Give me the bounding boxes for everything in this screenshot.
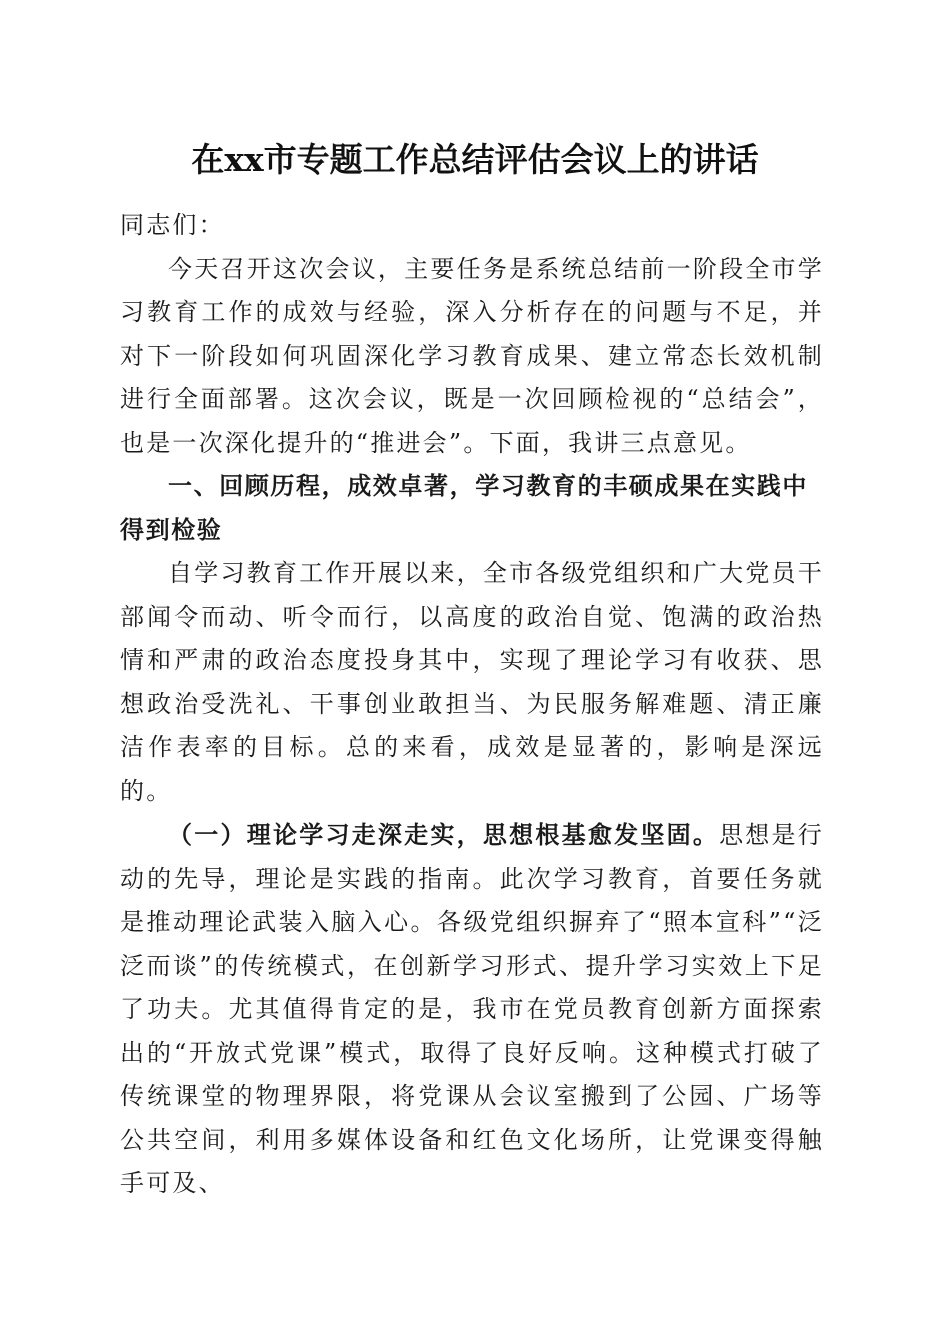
- salutation: 同志们：: [120, 211, 225, 239]
- subsection-one-paragraph: [120, 813, 824, 1206]
- section-one-paragraph: 自学习教育工作开展以来，全市各级党组织和广大党员干部闻令而动、听令而行，以高度的政治自觉、饱满的政治热情和严肃的政治态度投身其中，实现了理论学习有收获、思想政治受洗礼、干事创业敢担当、为民服务解难题、清正廉洁作表率的目标。总的来看，成效是显著的，影响是深远的。: [120, 559, 824, 805]
- document-title: 在xx市专题工作总结评估会议上的讲话: [191, 140, 759, 179]
- document-body: [120, 204, 824, 1206]
- intro-paragraph: 今天召开这次会议，主要任务是系统总结前一阶段全市学习教育工作的成效与经验，深入分析存在的问题与不足，并对下一阶段如何巩固深化学习教育成果、建立常态长效机制进行全面部署。这次会议，既是一次回顾检视的“总结会”，也是一次深化提升的“推进会”。下面，我讲三点意见。: [120, 254, 824, 457]
- section-one-heading: 一、回顾历程，成效卓著，学习教育的丰硕成果在实践中得到检验: [120, 472, 808, 544]
- subsection-one-text: 思想是行动的先导，理论是实践的指南。此次学习教育，首要任务就是推动理论武装入脑入心。各级党组织摒弃了“照本宣科”“泛泛而谈”的传统模式，在创新学习形式、提升学习实效上下足了功夫。尤其值得肯定的是，我市在党员教育创新方面探索出的“开放式党课”模式，取得了良好反响。这种模式打破了传统课堂的物理界限，将党课从会议室搬到了公园、广场等公共空间，利用多媒体设备和红色文化场所，让党课变得触手可及、: [120, 821, 824, 1197]
- subsection-one-heading: （一）理论学习走深走实，思想根基愈发坚固。: [168, 820, 720, 849]
